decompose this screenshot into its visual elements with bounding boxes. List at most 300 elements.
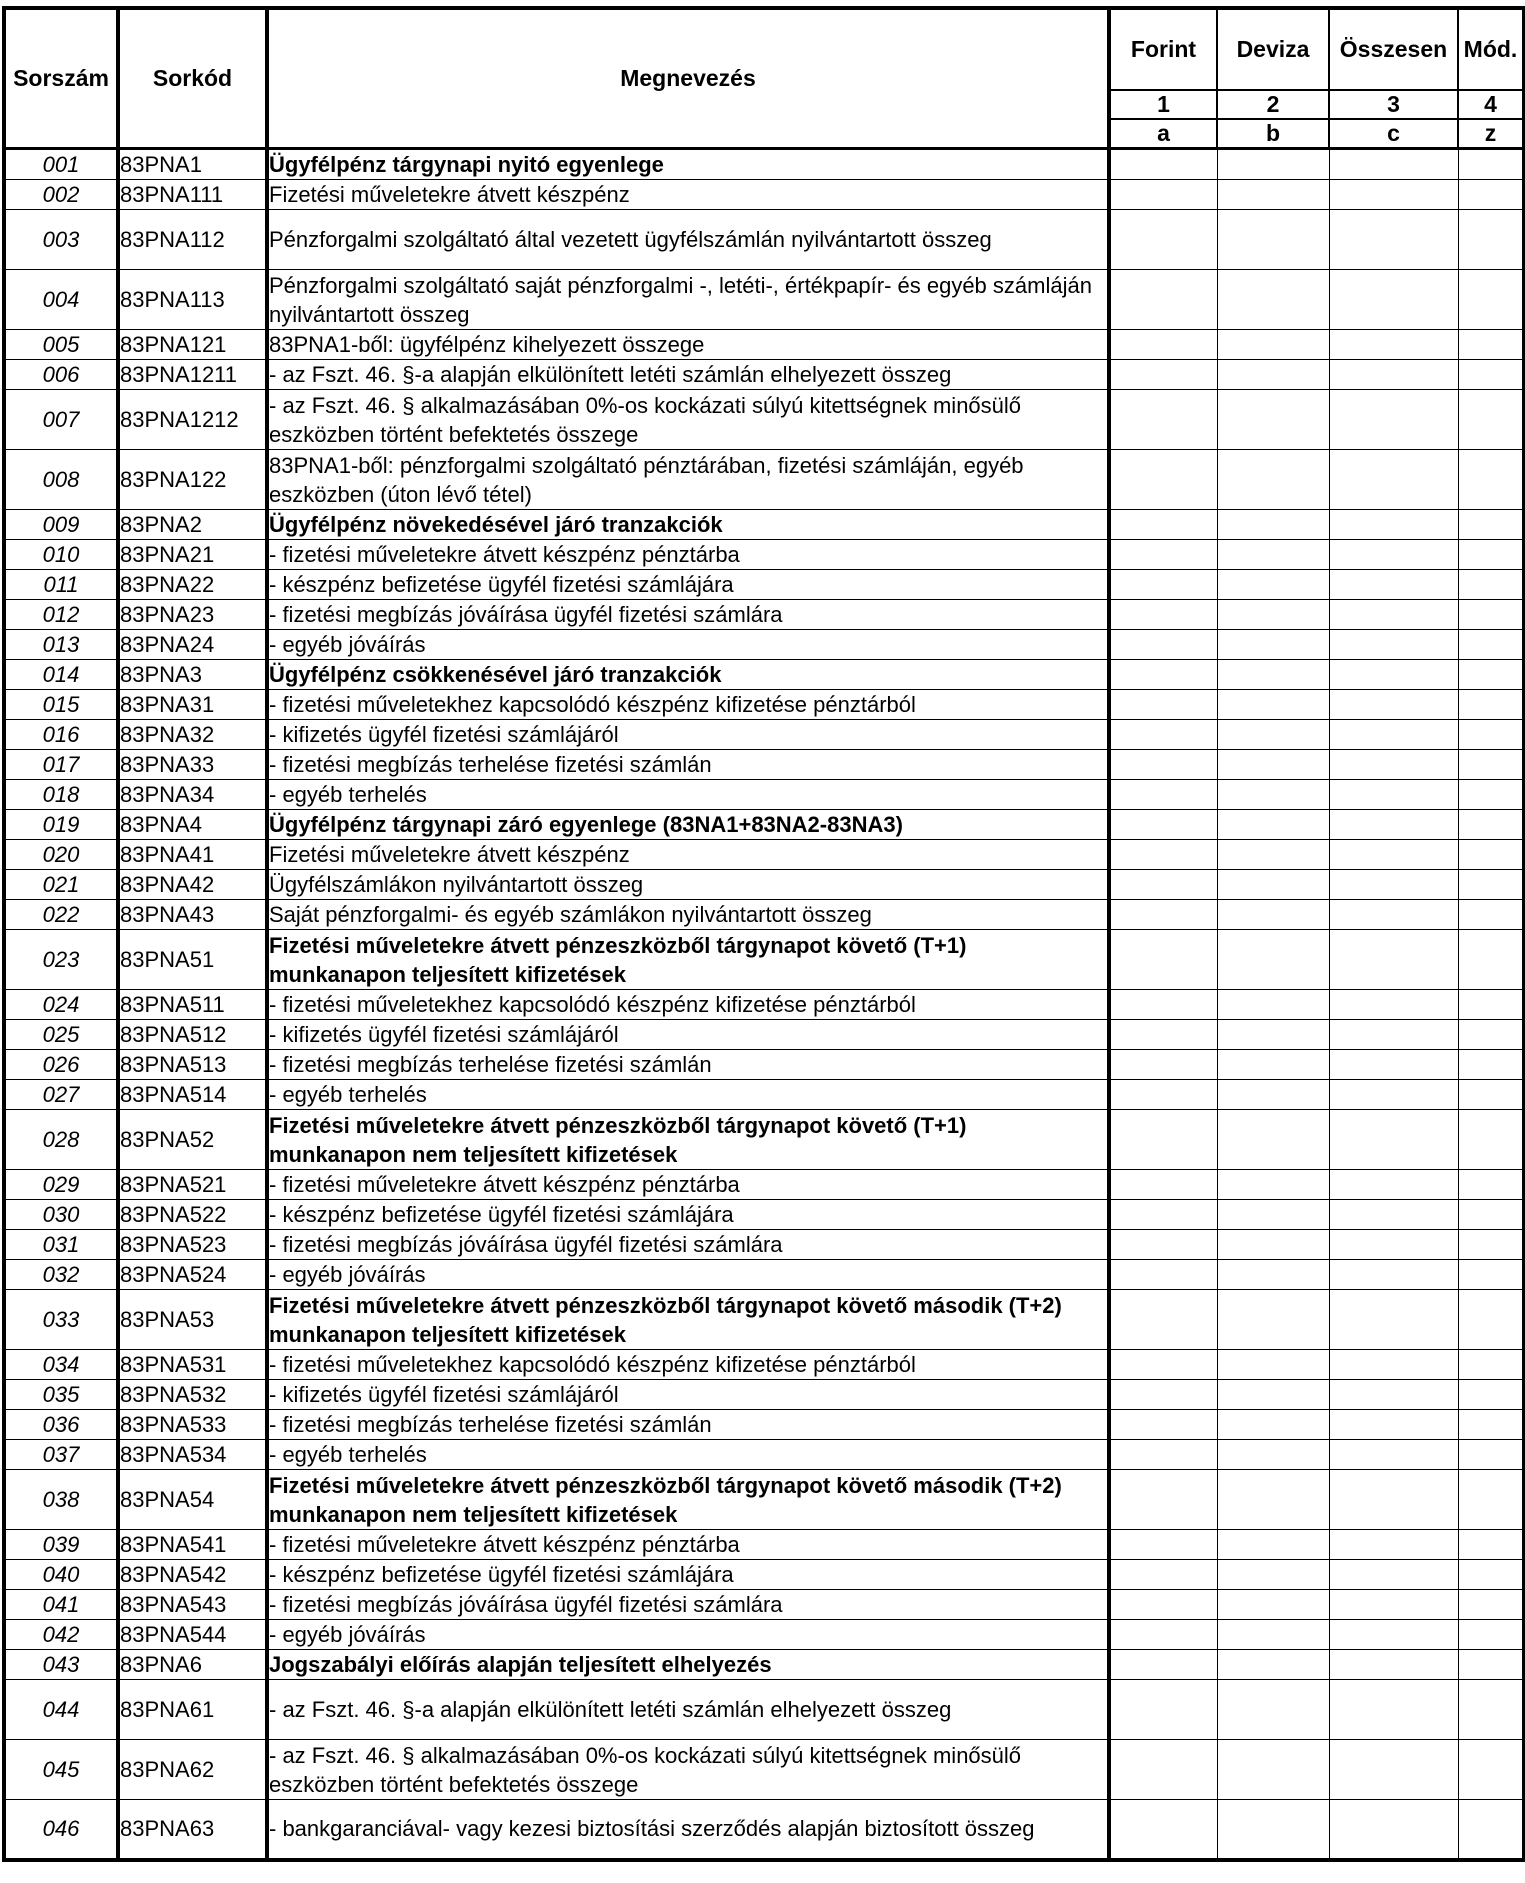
row-deviza-cell[interactable] [1217, 390, 1329, 450]
row-megnevezes: - egyéb jóváírás [267, 1620, 1109, 1650]
row-deviza-cell[interactable] [1217, 570, 1329, 600]
row-mod-cell[interactable] [1458, 210, 1524, 270]
row-mod-cell[interactable] [1458, 330, 1524, 360]
row-megnevezes: 83PNA1-ből: pénzforgalmi szolgáltató pénztárában, fizetési számláján, egyéb eszközben (úton lévő tétel) [267, 450, 1109, 510]
row-forint-cell[interactable] [1109, 510, 1217, 540]
row-deviza-cell[interactable] [1217, 450, 1329, 510]
table-row [4, 360, 1524, 390]
row-forint-cell[interactable] [1109, 1260, 1217, 1290]
row-sorkod: 83PNA514 [118, 1080, 267, 1110]
row-forint-cell[interactable] [1109, 1650, 1217, 1680]
row-sorkod: 83PNA2 [118, 510, 267, 540]
row-deviza-cell[interactable] [1217, 1650, 1329, 1680]
row-deviza-cell[interactable] [1217, 1620, 1329, 1650]
row-osszesen-cell[interactable] [1329, 1650, 1458, 1680]
table-row [4, 1470, 1524, 1530]
row-osszesen-cell[interactable] [1329, 1170, 1458, 1200]
row-mod-cell[interactable] [1458, 1080, 1524, 1110]
row-deviza-cell[interactable] [1217, 330, 1329, 360]
row-sorkod: 83PNA23 [118, 600, 267, 630]
row-deviza-cell[interactable] [1217, 270, 1329, 330]
row-mod-cell[interactable] [1458, 1410, 1524, 1440]
row-deviza-cell[interactable] [1217, 810, 1329, 840]
row-deviza-cell[interactable] [1217, 1560, 1329, 1590]
row-forint-cell[interactable] [1109, 1110, 1217, 1170]
row-mod-cell[interactable] [1458, 450, 1524, 510]
row-mod-cell[interactable] [1458, 1530, 1524, 1560]
row-sorszam: 009 [4, 510, 118, 540]
row-forint-cell[interactable] [1109, 270, 1217, 330]
row-megnevezes: - fizetési megbízás terhelése fizetési számlán [267, 1410, 1109, 1440]
table-row [4, 930, 1524, 990]
row-osszesen-cell[interactable] [1329, 690, 1458, 720]
row-forint-cell[interactable] [1109, 870, 1217, 900]
row-mod-cell[interactable] [1458, 840, 1524, 870]
row-mod-cell[interactable] [1458, 1560, 1524, 1590]
row-forint-cell[interactable] [1109, 750, 1217, 780]
row-sorkod: 83PNA543 [118, 1590, 267, 1620]
row-mod-cell[interactable] [1458, 1350, 1524, 1380]
row-sorszam: 042 [4, 1620, 118, 1650]
row-deviza-cell[interactable] [1217, 870, 1329, 900]
row-sorszam: 024 [4, 990, 118, 1020]
row-sorkod: 83PNA41 [118, 840, 267, 870]
row-megnevezes: - az Fszt. 46. §-a alapján elkülönített letéti számlán elhelyezett összeg [267, 360, 1109, 390]
row-forint-cell[interactable] [1109, 1350, 1217, 1380]
row-forint-cell[interactable] [1109, 1590, 1217, 1620]
row-forint-cell[interactable] [1109, 1380, 1217, 1410]
row-forint-cell[interactable] [1109, 330, 1217, 360]
row-megnevezes: - egyéb terhelés [267, 1440, 1109, 1470]
row-deviza-cell[interactable] [1217, 1290, 1329, 1350]
row-megnevezes: - fizetési megbízás jóváírása ügyfél fizetési számlára [267, 1230, 1109, 1260]
table-row [4, 1800, 1524, 1860]
row-osszesen-cell[interactable] [1329, 1740, 1458, 1800]
header-letter-c: c [1329, 119, 1458, 149]
table-row [4, 1110, 1524, 1170]
row-sorszam: 040 [4, 1560, 118, 1590]
row-osszesen-cell[interactable] [1329, 600, 1458, 630]
row-deviza-cell[interactable] [1217, 1470, 1329, 1530]
row-deviza-cell[interactable] [1217, 660, 1329, 690]
row-mod-cell[interactable] [1458, 930, 1524, 990]
row-sorszam: 039 [4, 1530, 118, 1560]
row-deviza-cell[interactable] [1217, 1260, 1329, 1290]
table-row [4, 690, 1524, 720]
row-osszesen-cell[interactable] [1329, 1560, 1458, 1590]
row-sorkod: 83PNA112 [118, 210, 267, 270]
row-forint-cell[interactable] [1109, 390, 1217, 450]
row-deviza-cell[interactable] [1217, 1020, 1329, 1050]
row-osszesen-cell[interactable] [1329, 540, 1458, 570]
table-row [4, 810, 1524, 840]
row-sorszam: 035 [4, 1380, 118, 1410]
row-sorkod: 83PNA3 [118, 660, 267, 690]
row-megnevezes: - az Fszt. 46. § alkalmazásában 0%-os kockázati súlyú kitettségnek minősülő eszközben történt befektetés összege [267, 390, 1109, 450]
row-mod-cell[interactable] [1458, 1230, 1524, 1260]
table-row [4, 1560, 1524, 1590]
row-deviza-cell[interactable] [1217, 630, 1329, 660]
row-osszesen-cell[interactable] [1329, 990, 1458, 1020]
row-forint-cell[interactable] [1109, 540, 1217, 570]
row-sorkod: 83PNA544 [118, 1620, 267, 1650]
row-deviza-cell[interactable] [1217, 1200, 1329, 1230]
row-deviza-cell[interactable] [1217, 930, 1329, 990]
row-osszesen-cell[interactable] [1329, 1080, 1458, 1110]
row-sorszam: 028 [4, 1110, 118, 1170]
row-deviza-cell[interactable] [1217, 1350, 1329, 1380]
table-row [4, 1590, 1524, 1620]
row-megnevezes: - fizetési megbízás terhelése fizetési számlán [267, 1050, 1109, 1080]
row-forint-cell[interactable] [1109, 1470, 1217, 1530]
header-number-3: 3 [1329, 90, 1458, 119]
row-sorkod: 83PNA24 [118, 630, 267, 660]
table-row [4, 570, 1524, 600]
header-forint: Forint [1109, 8, 1217, 90]
row-mod-cell[interactable] [1458, 540, 1524, 570]
row-deviza-cell[interactable] [1217, 990, 1329, 1020]
row-deviza-cell[interactable] [1217, 1590, 1329, 1620]
row-sorkod: 83PNA4 [118, 810, 267, 840]
row-osszesen-cell[interactable] [1329, 1590, 1458, 1620]
row-sorszam: 038 [4, 1470, 118, 1530]
row-forint-cell[interactable] [1109, 1680, 1217, 1740]
row-deviza-cell[interactable] [1217, 1440, 1329, 1470]
row-sorkod: 83PNA6 [118, 1650, 267, 1680]
row-forint-cell[interactable] [1109, 180, 1217, 210]
table-row [4, 390, 1524, 450]
row-osszesen-cell[interactable] [1329, 1380, 1458, 1410]
row-mod-cell[interactable] [1458, 1800, 1524, 1860]
row-megnevezes: - kifizetés ügyfél fizetési számlájáról [267, 1020, 1109, 1050]
row-mod-cell[interactable] [1458, 1680, 1524, 1740]
row-deviza-cell[interactable] [1217, 780, 1329, 810]
row-megnevezes: Saját pénzforgalmi- és egyéb számlákon nyilvántartott összeg [267, 900, 1109, 930]
row-sorszam: 015 [4, 690, 118, 720]
table-header [4, 8, 1524, 149]
row-forint-cell[interactable] [1109, 1410, 1217, 1440]
row-mod-cell[interactable] [1458, 600, 1524, 630]
row-deviza-cell[interactable] [1217, 149, 1329, 180]
table-row [4, 1200, 1524, 1230]
row-osszesen-cell[interactable] [1329, 660, 1458, 690]
row-forint-cell[interactable] [1109, 990, 1217, 1020]
row-forint-cell[interactable] [1109, 1170, 1217, 1200]
row-osszesen-cell[interactable] [1329, 510, 1458, 540]
row-osszesen-cell[interactable] [1329, 900, 1458, 930]
row-osszesen-cell[interactable] [1329, 1290, 1458, 1350]
row-osszesen-cell[interactable] [1329, 1110, 1458, 1170]
table-row [4, 840, 1524, 870]
row-osszesen-cell[interactable] [1329, 930, 1458, 990]
row-osszesen-cell[interactable] [1329, 270, 1458, 330]
row-osszesen-cell[interactable] [1329, 810, 1458, 840]
row-sorkod: 83PNA33 [118, 750, 267, 780]
row-megnevezes: - egyéb terhelés [267, 1080, 1109, 1110]
row-deviza-cell[interactable] [1217, 210, 1329, 270]
row-osszesen-cell[interactable] [1329, 720, 1458, 750]
header-number-2: 2 [1217, 90, 1329, 119]
row-deviza-cell[interactable] [1217, 1050, 1329, 1080]
row-mod-cell[interactable] [1458, 750, 1524, 780]
row-forint-cell[interactable] [1109, 1290, 1217, 1350]
row-osszesen-cell[interactable] [1329, 390, 1458, 450]
row-mod-cell[interactable] [1458, 1440, 1524, 1470]
row-osszesen-cell[interactable] [1329, 1470, 1458, 1530]
row-mod-cell[interactable] [1458, 149, 1524, 180]
row-osszesen-cell[interactable] [1329, 570, 1458, 600]
row-megnevezes: - kifizetés ügyfél fizetési számlájáról [267, 720, 1109, 750]
row-deviza-cell[interactable] [1217, 1110, 1329, 1170]
row-deviza-cell[interactable] [1217, 900, 1329, 930]
row-forint-cell[interactable] [1109, 1740, 1217, 1800]
row-megnevezes: Fizetési műveletekre átvett pénzeszközből tárgynapot követő második (T+2) munkanapon teljesített kifizetések [267, 1290, 1109, 1350]
row-mod-cell[interactable] [1458, 570, 1524, 600]
row-megnevezes: Fizetési műveletekre átvett pénzeszközből tárgynapot követő (T+1) munkanapon nem teljesített kifizetések [267, 1110, 1109, 1170]
row-mod-cell[interactable] [1458, 1650, 1524, 1680]
row-mod-cell[interactable] [1458, 720, 1524, 750]
row-deviza-cell[interactable] [1217, 1740, 1329, 1800]
row-forint-cell[interactable] [1109, 1080, 1217, 1110]
row-forint-cell[interactable] [1109, 660, 1217, 690]
table-row [4, 1440, 1524, 1470]
row-megnevezes: - bankgaranciával- vagy kezesi biztosítási szerződés alapján biztosított összeg [267, 1800, 1109, 1860]
row-osszesen-cell[interactable] [1329, 630, 1458, 660]
row-deviza-cell[interactable] [1217, 1230, 1329, 1260]
row-deviza-cell[interactable] [1217, 840, 1329, 870]
row-osszesen-cell[interactable] [1329, 1680, 1458, 1740]
row-deviza-cell[interactable] [1217, 1170, 1329, 1200]
header-osszesen: Összesen [1329, 8, 1458, 90]
row-forint-cell[interactable] [1109, 1800, 1217, 1860]
table-row [4, 1350, 1524, 1380]
row-sorkod: 83PNA122 [118, 450, 267, 510]
row-megnevezes: - egyéb jóváírás [267, 1260, 1109, 1290]
row-forint-cell[interactable] [1109, 1020, 1217, 1050]
row-forint-cell[interactable] [1109, 840, 1217, 870]
row-osszesen-cell[interactable] [1329, 210, 1458, 270]
row-megnevezes: - fizetési műveletekhez kapcsolódó készpénz kifizetése pénztárból [267, 690, 1109, 720]
row-megnevezes: - fizetési műveletekhez kapcsolódó készpénz kifizetése pénztárból [267, 1350, 1109, 1380]
row-osszesen-cell[interactable] [1329, 1260, 1458, 1290]
row-mod-cell[interactable] [1458, 180, 1524, 210]
row-sorszam: 019 [4, 810, 118, 840]
row-deviza-cell[interactable] [1217, 750, 1329, 780]
row-deviza-cell[interactable] [1217, 540, 1329, 570]
row-mod-cell[interactable] [1458, 870, 1524, 900]
row-megnevezes: Ügyfélpénz csökkenésével járó tranzakciók [267, 660, 1109, 690]
row-mod-cell[interactable] [1458, 270, 1524, 330]
row-mod-cell[interactable] [1458, 1470, 1524, 1530]
table-row [4, 1410, 1524, 1440]
row-sorkod: 83PNA531 [118, 1350, 267, 1380]
row-osszesen-cell[interactable] [1329, 870, 1458, 900]
row-mod-cell[interactable] [1458, 390, 1524, 450]
row-forint-cell[interactable] [1109, 1200, 1217, 1230]
row-sorszam: 031 [4, 1230, 118, 1260]
row-deviza-cell[interactable] [1217, 690, 1329, 720]
row-deviza-cell[interactable] [1217, 180, 1329, 210]
header-sorszam: Sorszám [4, 8, 118, 149]
row-megnevezes: Pénzforgalmi szolgáltató saját pénzforgalmi -, letéti-, értékpapír- és egyéb számláján nyilvántartott összeg [267, 270, 1109, 330]
table-row [4, 330, 1524, 360]
table-row [4, 180, 1524, 210]
row-osszesen-cell[interactable] [1329, 780, 1458, 810]
row-forint-cell[interactable] [1109, 450, 1217, 510]
row-osszesen-cell[interactable] [1329, 149, 1458, 180]
row-forint-cell[interactable] [1109, 1620, 1217, 1650]
row-osszesen-cell[interactable] [1329, 1050, 1458, 1080]
row-megnevezes: Fizetési műveletekre átvett pénzeszközből tárgynapot követő második (T+2) munkanapon nem teljesített kifizetések [267, 1470, 1109, 1530]
row-forint-cell[interactable] [1109, 570, 1217, 600]
row-megnevezes: - fizetési megbízás jóváírása ügyfél fizetési számlára [267, 600, 1109, 630]
row-sorkod: 83PNA513 [118, 1050, 267, 1080]
row-forint-cell[interactable] [1109, 690, 1217, 720]
row-forint-cell[interactable] [1109, 780, 1217, 810]
table-row [4, 720, 1524, 750]
row-megnevezes: - fizetési megbízás jóváírása ügyfél fizetési számlára [267, 1590, 1109, 1620]
table-row [4, 1740, 1524, 1800]
row-mod-cell[interactable] [1458, 1200, 1524, 1230]
row-osszesen-cell[interactable] [1329, 1410, 1458, 1440]
row-megnevezes: - fizetési műveletekre átvett készpénz pénztárba [267, 1530, 1109, 1560]
row-sorszam: 022 [4, 900, 118, 930]
row-sorkod: 83PNA532 [118, 1380, 267, 1410]
row-megnevezes: - készpénz befizetése ügyfél fizetési számlájára [267, 1560, 1109, 1590]
row-deviza-cell[interactable] [1217, 1410, 1329, 1440]
table-row [4, 270, 1524, 330]
row-osszesen-cell[interactable] [1329, 360, 1458, 390]
row-sorkod: 83PNA31 [118, 690, 267, 720]
row-forint-cell[interactable] [1109, 630, 1217, 660]
row-forint-cell[interactable] [1109, 900, 1217, 930]
row-osszesen-cell[interactable] [1329, 1200, 1458, 1230]
row-mod-cell[interactable] [1458, 1260, 1524, 1290]
row-forint-cell[interactable] [1109, 810, 1217, 840]
row-mod-cell[interactable] [1458, 900, 1524, 930]
row-sorszam: 029 [4, 1170, 118, 1200]
row-osszesen-cell[interactable] [1329, 1530, 1458, 1560]
row-sorszam: 013 [4, 630, 118, 660]
row-forint-cell[interactable] [1109, 1050, 1217, 1080]
row-sorkod: 83PNA523 [118, 1230, 267, 1260]
header-number-1: 1 [1109, 90, 1217, 119]
row-mod-cell[interactable] [1458, 1050, 1524, 1080]
row-sorszam: 032 [4, 1260, 118, 1290]
table-row [4, 750, 1524, 780]
row-osszesen-cell[interactable] [1329, 1020, 1458, 1050]
header-letter-z: z [1458, 119, 1524, 149]
row-forint-cell[interactable] [1109, 1530, 1217, 1560]
row-osszesen-cell[interactable] [1329, 450, 1458, 510]
row-megnevezes: - fizetési műveletekre átvett készpénz pénztárba [267, 1170, 1109, 1200]
row-sorszam: 002 [4, 180, 118, 210]
table-row [4, 660, 1524, 690]
row-mod-cell[interactable] [1458, 1290, 1524, 1350]
row-mod-cell[interactable] [1458, 660, 1524, 690]
row-forint-cell[interactable] [1109, 149, 1217, 180]
row-sorszam: 018 [4, 780, 118, 810]
row-mod-cell[interactable] [1458, 1170, 1524, 1200]
header-deviza: Deviza [1217, 8, 1329, 90]
row-sorszam: 017 [4, 750, 118, 780]
row-deviza-cell[interactable] [1217, 510, 1329, 540]
row-mod-cell[interactable] [1458, 780, 1524, 810]
row-megnevezes: - az Fszt. 46. §-a alapján elkülönített letéti számlán elhelyezett összeg [267, 1680, 1109, 1740]
row-forint-cell[interactable] [1109, 720, 1217, 750]
row-sorszam: 004 [4, 270, 118, 330]
row-mod-cell[interactable] [1458, 810, 1524, 840]
row-sorszam: 044 [4, 1680, 118, 1740]
row-forint-cell[interactable] [1109, 1230, 1217, 1260]
row-sorkod: 83PNA21 [118, 540, 267, 570]
row-sorkod: 83PNA524 [118, 1260, 267, 1290]
row-sorszam: 011 [4, 570, 118, 600]
row-osszesen-cell[interactable] [1329, 1350, 1458, 1380]
row-sorkod: 83PNA22 [118, 570, 267, 600]
row-deviza-cell[interactable] [1217, 360, 1329, 390]
row-megnevezes: Ügyfélszámlákon nyilvántartott összeg [267, 870, 1109, 900]
table-row [4, 1380, 1524, 1410]
row-sorkod: 83PNA533 [118, 1410, 267, 1440]
row-osszesen-cell[interactable] [1329, 1230, 1458, 1260]
row-deviza-cell[interactable] [1217, 1380, 1329, 1410]
row-mod-cell[interactable] [1458, 1110, 1524, 1170]
row-osszesen-cell[interactable] [1329, 840, 1458, 870]
row-sorszam: 037 [4, 1440, 118, 1470]
row-mod-cell[interactable] [1458, 1020, 1524, 1050]
table-row [4, 600, 1524, 630]
row-mod-cell[interactable] [1458, 1380, 1524, 1410]
row-forint-cell[interactable] [1109, 600, 1217, 630]
row-osszesen-cell[interactable] [1329, 330, 1458, 360]
row-sorkod: 83PNA1211 [118, 360, 267, 390]
row-forint-cell[interactable] [1109, 1560, 1217, 1590]
row-forint-cell[interactable] [1109, 1440, 1217, 1470]
row-deviza-cell[interactable] [1217, 600, 1329, 630]
row-forint-cell[interactable] [1109, 930, 1217, 990]
row-deviza-cell[interactable] [1217, 1800, 1329, 1860]
row-forint-cell[interactable] [1109, 210, 1217, 270]
row-deviza-cell[interactable] [1217, 720, 1329, 750]
row-deviza-cell[interactable] [1217, 1680, 1329, 1740]
row-osszesen-cell[interactable] [1329, 750, 1458, 780]
row-sorkod: 83PNA34 [118, 780, 267, 810]
row-megnevezes: Fizetési műveletekre átvett pénzeszközből tárgynapot követő (T+1) munkanapon teljesített kifizetések [267, 930, 1109, 990]
row-sorkod: 83PNA51 [118, 930, 267, 990]
row-forint-cell[interactable] [1109, 360, 1217, 390]
row-mod-cell[interactable] [1458, 1620, 1524, 1650]
row-mod-cell[interactable] [1458, 1590, 1524, 1620]
row-osszesen-cell[interactable] [1329, 180, 1458, 210]
row-megnevezes: - fizetési megbízás terhelése fizetési számlán [267, 750, 1109, 780]
row-osszesen-cell[interactable] [1329, 1620, 1458, 1650]
row-deviza-cell[interactable] [1217, 1530, 1329, 1560]
report-table [2, 6, 1525, 1862]
row-osszesen-cell[interactable] [1329, 1440, 1458, 1470]
row-mod-cell[interactable] [1458, 690, 1524, 720]
row-mod-cell[interactable] [1458, 630, 1524, 660]
row-sorkod: 83PNA542 [118, 1560, 267, 1590]
row-osszesen-cell[interactable] [1329, 1800, 1458, 1860]
row-sorkod: 83PNA53 [118, 1290, 267, 1350]
row-mod-cell[interactable] [1458, 510, 1524, 540]
row-mod-cell[interactable] [1458, 1740, 1524, 1800]
row-deviza-cell[interactable] [1217, 1080, 1329, 1110]
row-mod-cell[interactable] [1458, 990, 1524, 1020]
row-mod-cell[interactable] [1458, 360, 1524, 390]
row-sorkod: 83PNA512 [118, 1020, 267, 1050]
